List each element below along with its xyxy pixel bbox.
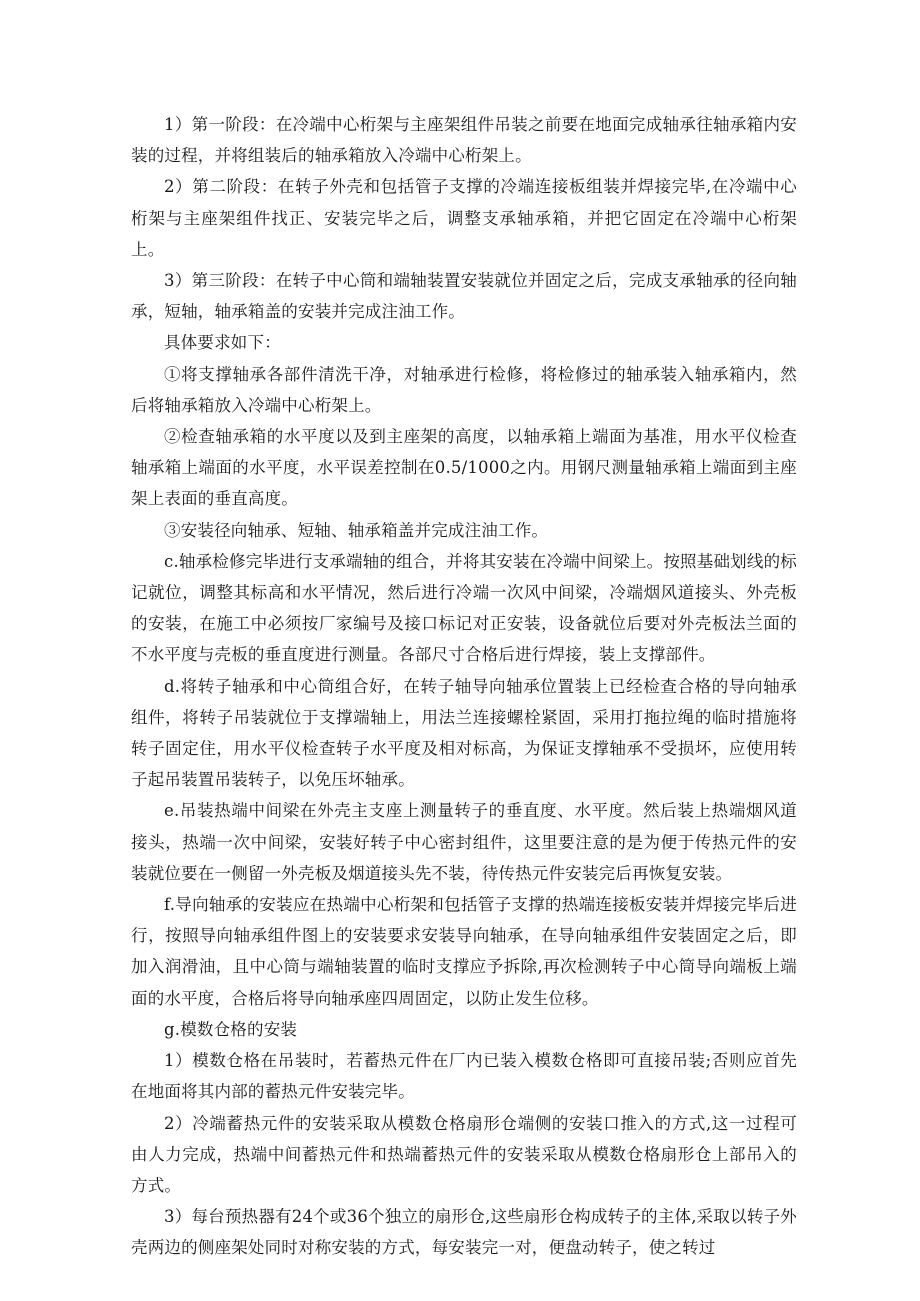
paragraph-item-f: f.导向轴承的安装应在热端中心桁架和包括管子支撑的热端连接板安装并焊接完毕后进行，按照导向轴承组件图上的安装要求安装导向轴承，在导向轴承组件安装固定之后，即加入润滑油，且中心筒与端轴装置的临时支撑应予拆除,再次检测转子中心筒导向端板上端面的水平度，合格后将导向轴承座四周固定，以防止发生位移。 [131, 895, 797, 1008]
paragraph-g-step-3: 3）每台预热器有24个或36个独立的扇形仓,这些扇形仓构成转子的主体,采取以转子外壳两边的侧座架处同时对称安装的方式，每安装完一对，便盘动转子，使之转过 [131, 1207, 797, 1258]
document-body [131, 109, 797, 1264]
paragraph-item-d: d.将转子轴承和中心筒组合好，在转子轴导向轴承位置装上已经检查合格的导向轴承组件，将转子吊装就位于支撑端轴上，用法兰连接螺栓紧固，采用打拖拉绳的临时措施将转子固定住，用水平仪检查转子水平度及相对标高，为保证支撑轴承不受损坏，应使用转子起吊装置吊装转子，以免压坏轴承。 [131, 676, 797, 790]
paragraph-g-step-2: 2）冷端蓄热元件的安装采取从模数仓格扇形仓端侧的安装口推入的方式,这一过程可由人力完成，热端中间蓄热元件和热端蓄热元件的安装采取从模数仓格扇形仓上部吊入的方式。 [131, 1113, 797, 1195]
paragraph-item-e: e.吊装热端中间梁在外壳主支座上测量转子的垂直度、水平度。然后装上热端烟风道接头，热端一次中间梁，安装好转子中心密封组件，这里要注意的是为便于传热元件的安装就位要在一侧留一外壳板及烟道接头先不装，待传热元件安装完后再恢复安装。 [131, 801, 797, 883]
paragraph-stage-3: 3）第三阶段：在转子中心筒和端轴装置安装就位并固定之后，完成支承轴承的径向轴承，短轴，轴承箱盖的安装并完成注油工作。 [131, 271, 797, 322]
paragraph-item-g-heading: g.模数仓格的安装 [164, 1019, 298, 1039]
paragraph-item-c: c.轴承检修完毕进行支承端轴的组合，并将其安装在冷端中间梁上。按照基础划线的标记就位，调整其标高和水平情况，然后进行冷端一次风中间梁，冷端烟风道接头、外壳板的安装，在施工中必须按厂家编号及接口标记对正安装，设备就位后要对外壳板法兰面的不水平度与壳板的垂直度进行测量。各部尺寸合格后进行焊接，装上支撑部件。 [131, 551, 797, 665]
paragraph-requirement-3: ③安装径向轴承、短轴、轴承箱盖并完成注油工作。 [164, 520, 549, 540]
paragraph-stage-1: 1）第一阶段：在冷端中心桁架与主座架组件吊装之前要在地面完成轴承往轴承箱内安装的过程，并将组装后的轴承箱放入冷端中心桁架上。 [131, 115, 797, 166]
paragraph-requirement-2: ②检查轴承箱的水平度以及到主座架的高度，以轴承箱上端面为基准，用水平仪检查轴承箱上端面的水平度，水平误差控制在0.5/1000之内。用钢尺测量轴承箱上端面到主座架上表面的垂直高度。 [131, 427, 797, 509]
paragraph-stage-2: 2）第二阶段：在转子外壳和包括管子支撑的冷端连接板组装并焊接完毕,在冷端中心桁架与主座架组件找正、安装完毕之后，调整支承轴承箱，并把它固定在冷端中心桁架上。 [131, 177, 797, 259]
paragraph-requirement-1: ①将支撑轴承各部件清洗干净，对轴承进行检修，将检修过的轴承装入轴承箱内，然后将轴承箱放入冷端中心桁架上。 [131, 364, 797, 415]
paragraph-requirements-heading: 具体要求如下： [164, 333, 281, 353]
paragraph-g-step-1: 1）模数仓格在吊装时，若蓄热元件在厂内已装入模数仓格即可直接吊装;否则应首先在地面将其内部的蓄热元件安装完毕。 [131, 1051, 797, 1102]
